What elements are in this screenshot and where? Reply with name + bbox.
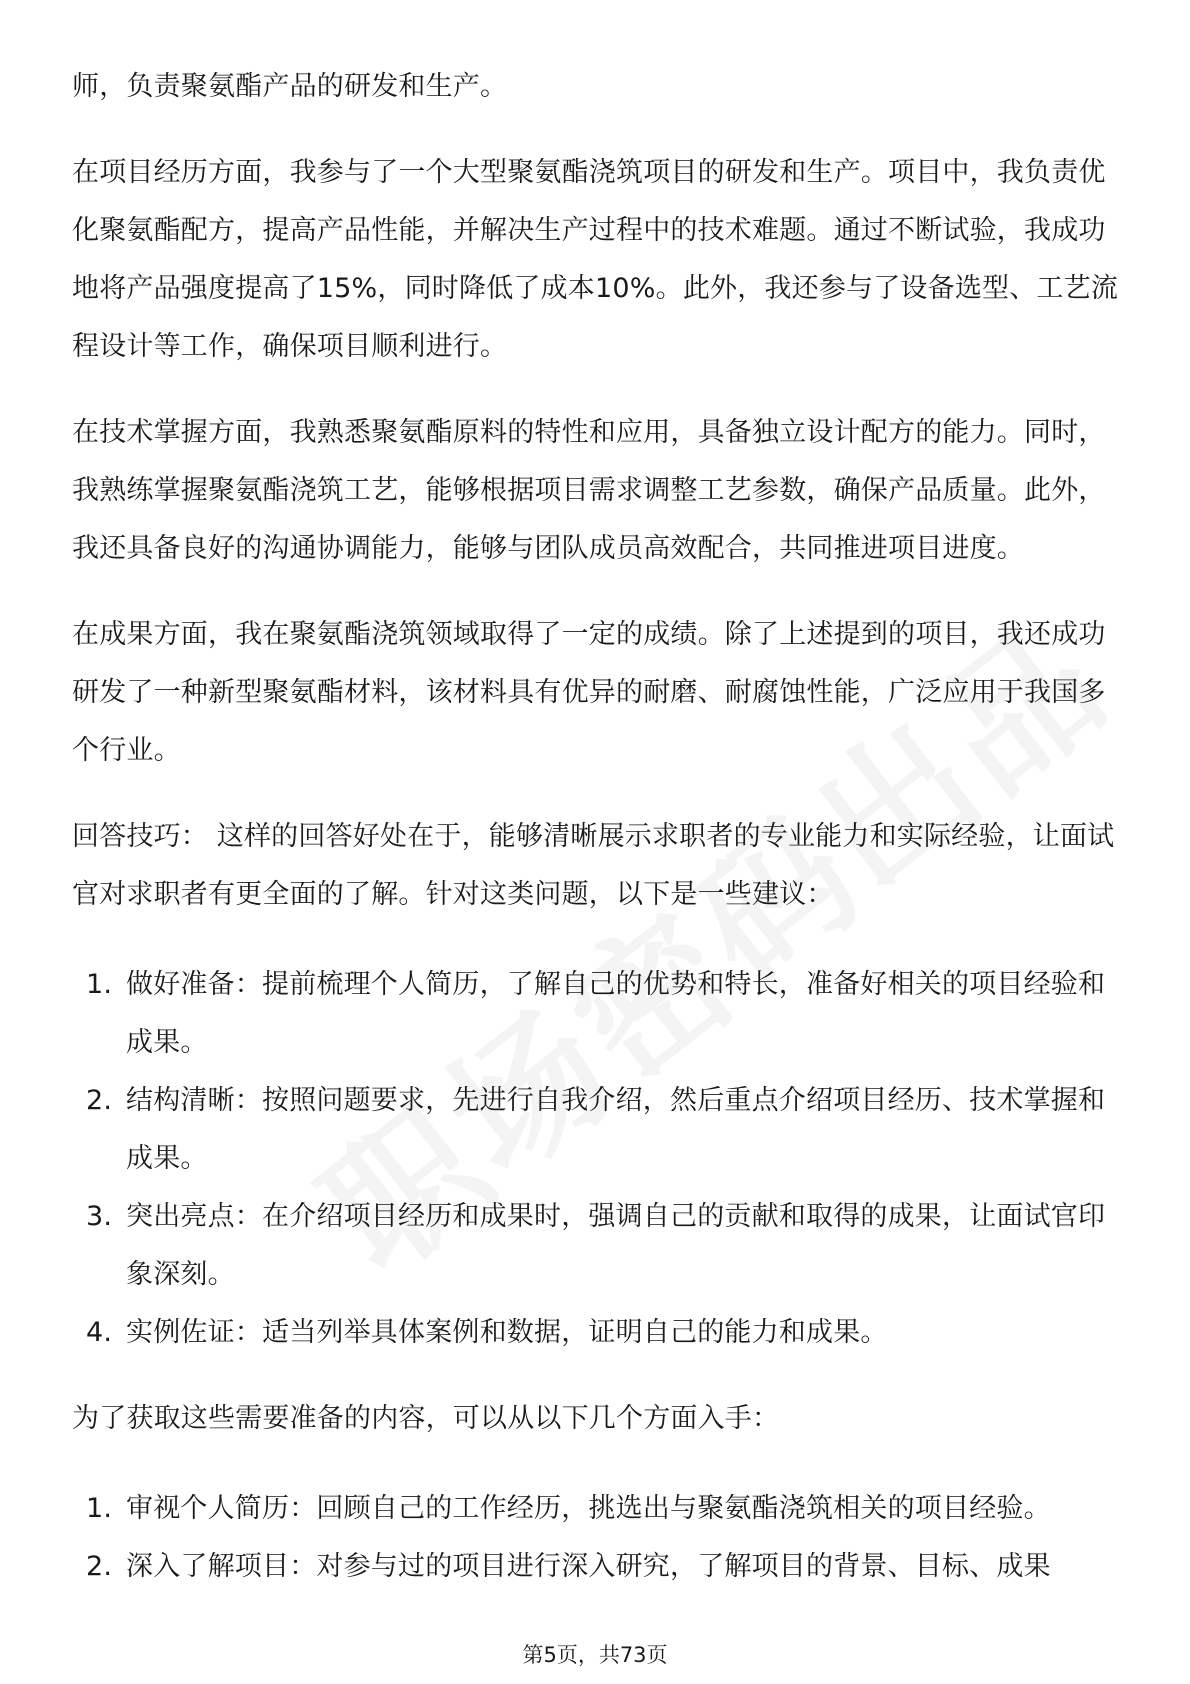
- paragraph-answer-tips: 回答技巧： 这样的回答好处在于，能够清晰展示求职者的专业能力和实际经验，让面试官对求职者有更全面的了解。针对这类问题，以下是一些建议：: [72, 821, 1115, 910]
- list-item: [72, 956, 1127, 1072]
- list-item-number: 1.: [86, 1493, 113, 1524]
- list-item-text: 审视个人简历：回顾自己的工作经历，挑选出与聚氨酯浇筑相关的项目经验。: [126, 1493, 1051, 1524]
- paragraph-preparation: 为了获取这些需要准备的内容，可以从以下几个方面入手：: [72, 1403, 780, 1434]
- list-item-number: 2.: [86, 1551, 113, 1582]
- paragraph-technical-skills: 在技术掌握方面，我熟悉聚氨酯原料的特性和应用，具备独立设计配方的能力。同时，我熟练掌握聚氨酯浇筑工艺，能够根据项目需求调整工艺参数，确保产品质量。此外，我还具备良好的沟通协调能力，能够与团队成员高效配合，共同推进项目进度。: [72, 417, 1106, 564]
- list-item-text: 实例佐证：适当列举具体案例和数据，证明自己的能力和成果。: [126, 1317, 888, 1348]
- paragraph-continuation: 师，负责聚氨酯产品的研发和生产。: [72, 71, 508, 102]
- page-number: 第5页，共73页: [522, 1643, 668, 1667]
- list-item-text: 结构清晰：按照问题要求，先进行自我介绍，然后重点介绍项目经历、技术掌握和成果。: [126, 1085, 1106, 1174]
- list-item: [72, 1538, 1127, 1596]
- list-item-number: 2.: [86, 1085, 113, 1116]
- tips-list: [72, 956, 1127, 1362]
- list-item-text: 深入了解项目：对参与过的项目进行深入研究，了解项目的背景、目标、成果: [126, 1551, 1051, 1582]
- page-footer: [0, 1640, 1190, 1670]
- list-item-number: 3.: [86, 1201, 113, 1232]
- list-item-number: 4.: [86, 1317, 113, 1348]
- paragraph-project-experience: 在项目经历方面，我参与了一个大型聚氨酯浇筑项目的研发和生产。项目中，我负责优化聚氨酯配方，提高产品性能，并解决生产过程中的技术难题。通过不断试验，我成功地将产品强度提高了15%，同时降低了成本10%。此外，我还参与了设备选型、工艺流程设计等工作，确保项目顺利进行。: [72, 157, 1119, 362]
- paragraph-achievements: 在成果方面，我在聚氨酯浇筑领域取得了一定的成绩。除了上述提到的项目，我还成功研发了一种新型聚氨酯材料，该材料具有优异的耐磨、耐腐蚀性能，广泛应用于我国多个行业。: [72, 619, 1106, 766]
- preparation-list: [72, 1480, 1127, 1596]
- list-item: [72, 1480, 1127, 1538]
- list-item: [72, 1304, 1127, 1362]
- list-item-text: 做好准备：提前梳理个人简历，了解自己的优势和特长，准备好相关的项目经验和成果。: [126, 969, 1106, 1058]
- list-item-text: 突出亮点：在介绍项目经历和成果时，强调自己的贡献和取得的成果，让面试官印象深刻。: [126, 1201, 1106, 1290]
- list-item-number: 1.: [86, 969, 113, 1000]
- list-item: [72, 1188, 1127, 1304]
- page-content: [72, 58, 1127, 1624]
- list-item: [72, 1072, 1127, 1188]
